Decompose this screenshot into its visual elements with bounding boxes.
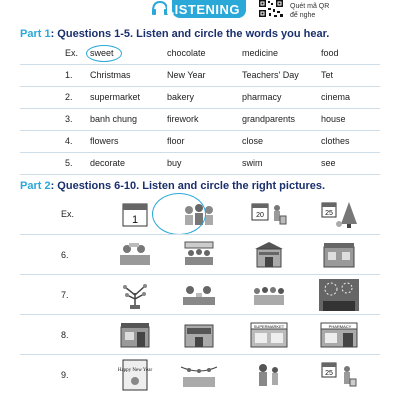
row-divider xyxy=(20,64,380,65)
cooking-picture[interactable] xyxy=(179,279,219,311)
row-label: 7. xyxy=(61,290,69,300)
part1-number: Part 1 xyxy=(20,28,51,40)
part2-title xyxy=(20,180,325,192)
word-option[interactable]: grandparents xyxy=(242,114,296,124)
qr-note xyxy=(290,2,329,20)
word-option[interactable]: flowers xyxy=(90,136,119,146)
row-divider xyxy=(20,354,380,355)
row-label: Ex. xyxy=(61,209,75,219)
row-divider xyxy=(20,234,380,235)
part1-row-2 xyxy=(20,90,390,108)
street-decoration-picture[interactable] xyxy=(179,359,219,391)
word-option[interactable]: firework xyxy=(167,114,199,124)
part2-instruction: : Questions 6-10. Listen and circle the right pictures. xyxy=(50,180,326,192)
row-label: 9. xyxy=(61,370,69,380)
word-option[interactable]: close xyxy=(242,136,264,146)
word-option[interactable]: decorate xyxy=(90,158,126,168)
calendar-day: 20 xyxy=(256,212,264,219)
row-label: 1. xyxy=(65,70,73,80)
row-divider xyxy=(20,314,380,315)
row-label: 8. xyxy=(61,330,69,340)
row-label: 6. xyxy=(61,250,69,260)
part1-row-5 xyxy=(20,156,390,174)
part1-instruction: : Questions 1-5. Listen and circle the words you hear. xyxy=(50,28,330,40)
greeting-card-picture[interactable] xyxy=(115,359,155,391)
part1-row-1 xyxy=(20,68,390,86)
gathering-picture[interactable] xyxy=(249,279,289,311)
word-option[interactable]: clothes xyxy=(321,136,350,146)
family-meal-picture[interactable] xyxy=(179,239,219,271)
word-option[interactable]: banh chung xyxy=(90,114,138,124)
calendar-day: 1 xyxy=(131,214,139,226)
part2-row-6 xyxy=(20,237,380,273)
supermarket-sign: SUPERMARKET xyxy=(253,324,285,329)
calendar-shopping-picture[interactable] xyxy=(319,359,359,391)
word-option[interactable]: food xyxy=(321,48,339,58)
row-divider xyxy=(20,108,380,109)
card-text: Happy New Year xyxy=(117,368,153,373)
word-option[interactable]: Tet xyxy=(321,70,334,80)
row-divider xyxy=(20,152,380,153)
word-option[interactable]: pharmacy xyxy=(242,92,282,102)
word-option[interactable]: medicine xyxy=(242,48,279,58)
word-option[interactable]: chocolate xyxy=(167,48,206,58)
word-option[interactable]: bakery xyxy=(167,92,195,102)
part2-row-7 xyxy=(20,277,380,313)
part2-number: Part 2 xyxy=(20,180,51,192)
store-picture[interactable] xyxy=(249,239,289,271)
part1-title xyxy=(20,28,329,40)
row-label: 3. xyxy=(65,114,73,124)
row-label: 4. xyxy=(65,136,73,146)
peach-tree-picture[interactable] xyxy=(115,279,155,311)
row-divider xyxy=(20,274,380,275)
shopping-calendar-picture[interactable] xyxy=(249,198,289,230)
part1-row-4 xyxy=(20,134,390,152)
word-option[interactable]: cinema xyxy=(321,92,351,102)
christmas-picture[interactable] xyxy=(319,198,359,230)
part2-row-9 xyxy=(20,357,380,393)
word-option[interactable]: Teachers' Day xyxy=(242,70,299,80)
fireworks-picture[interactable] xyxy=(319,279,359,311)
bakery-picture[interactable] xyxy=(115,319,155,351)
row-label: Ex. xyxy=(65,48,79,58)
qr-note-line1: Quét mã QR xyxy=(290,3,330,10)
party-picture[interactable] xyxy=(115,239,155,271)
example-answer-circle xyxy=(86,45,122,62)
calendar-day: 25 xyxy=(325,370,333,377)
calendar-picture[interactable] xyxy=(115,198,155,230)
part2-row-8 xyxy=(20,317,380,353)
row-label: 5. xyxy=(65,158,73,168)
cinema-picture[interactable] xyxy=(179,319,219,351)
row-divider xyxy=(20,130,380,131)
supermarket-picture[interactable] xyxy=(249,319,289,351)
word-option[interactable]: sweet xyxy=(90,48,114,58)
word-option[interactable]: New Year xyxy=(167,70,206,80)
example-picture-circle xyxy=(152,193,206,235)
row-divider xyxy=(20,86,380,87)
word-option[interactable]: swim xyxy=(242,158,263,168)
children-picture[interactable] xyxy=(249,359,289,391)
listening-badge xyxy=(166,0,246,18)
part1-row-3 xyxy=(20,112,390,130)
listening-title: LISTENING xyxy=(166,1,240,17)
word-option[interactable]: floor xyxy=(167,136,185,146)
qr-note-line2: để nghe xyxy=(290,12,316,19)
calendar-day: 25 xyxy=(325,210,333,217)
word-option[interactable]: see xyxy=(321,158,336,168)
word-option[interactable]: supermarket xyxy=(90,92,141,102)
word-option[interactable]: Christmas xyxy=(90,70,131,80)
qr-code-icon[interactable] xyxy=(258,0,284,18)
pharmacy-picture[interactable] xyxy=(319,319,359,351)
part1-row-ex xyxy=(20,46,390,64)
row-divider xyxy=(20,174,380,175)
pharmacy-sign: PHARMACY xyxy=(328,324,352,329)
row-label: 2. xyxy=(65,92,73,102)
word-option[interactable]: buy xyxy=(167,158,182,168)
market-picture[interactable] xyxy=(319,239,359,271)
word-option[interactable]: house xyxy=(321,114,346,124)
